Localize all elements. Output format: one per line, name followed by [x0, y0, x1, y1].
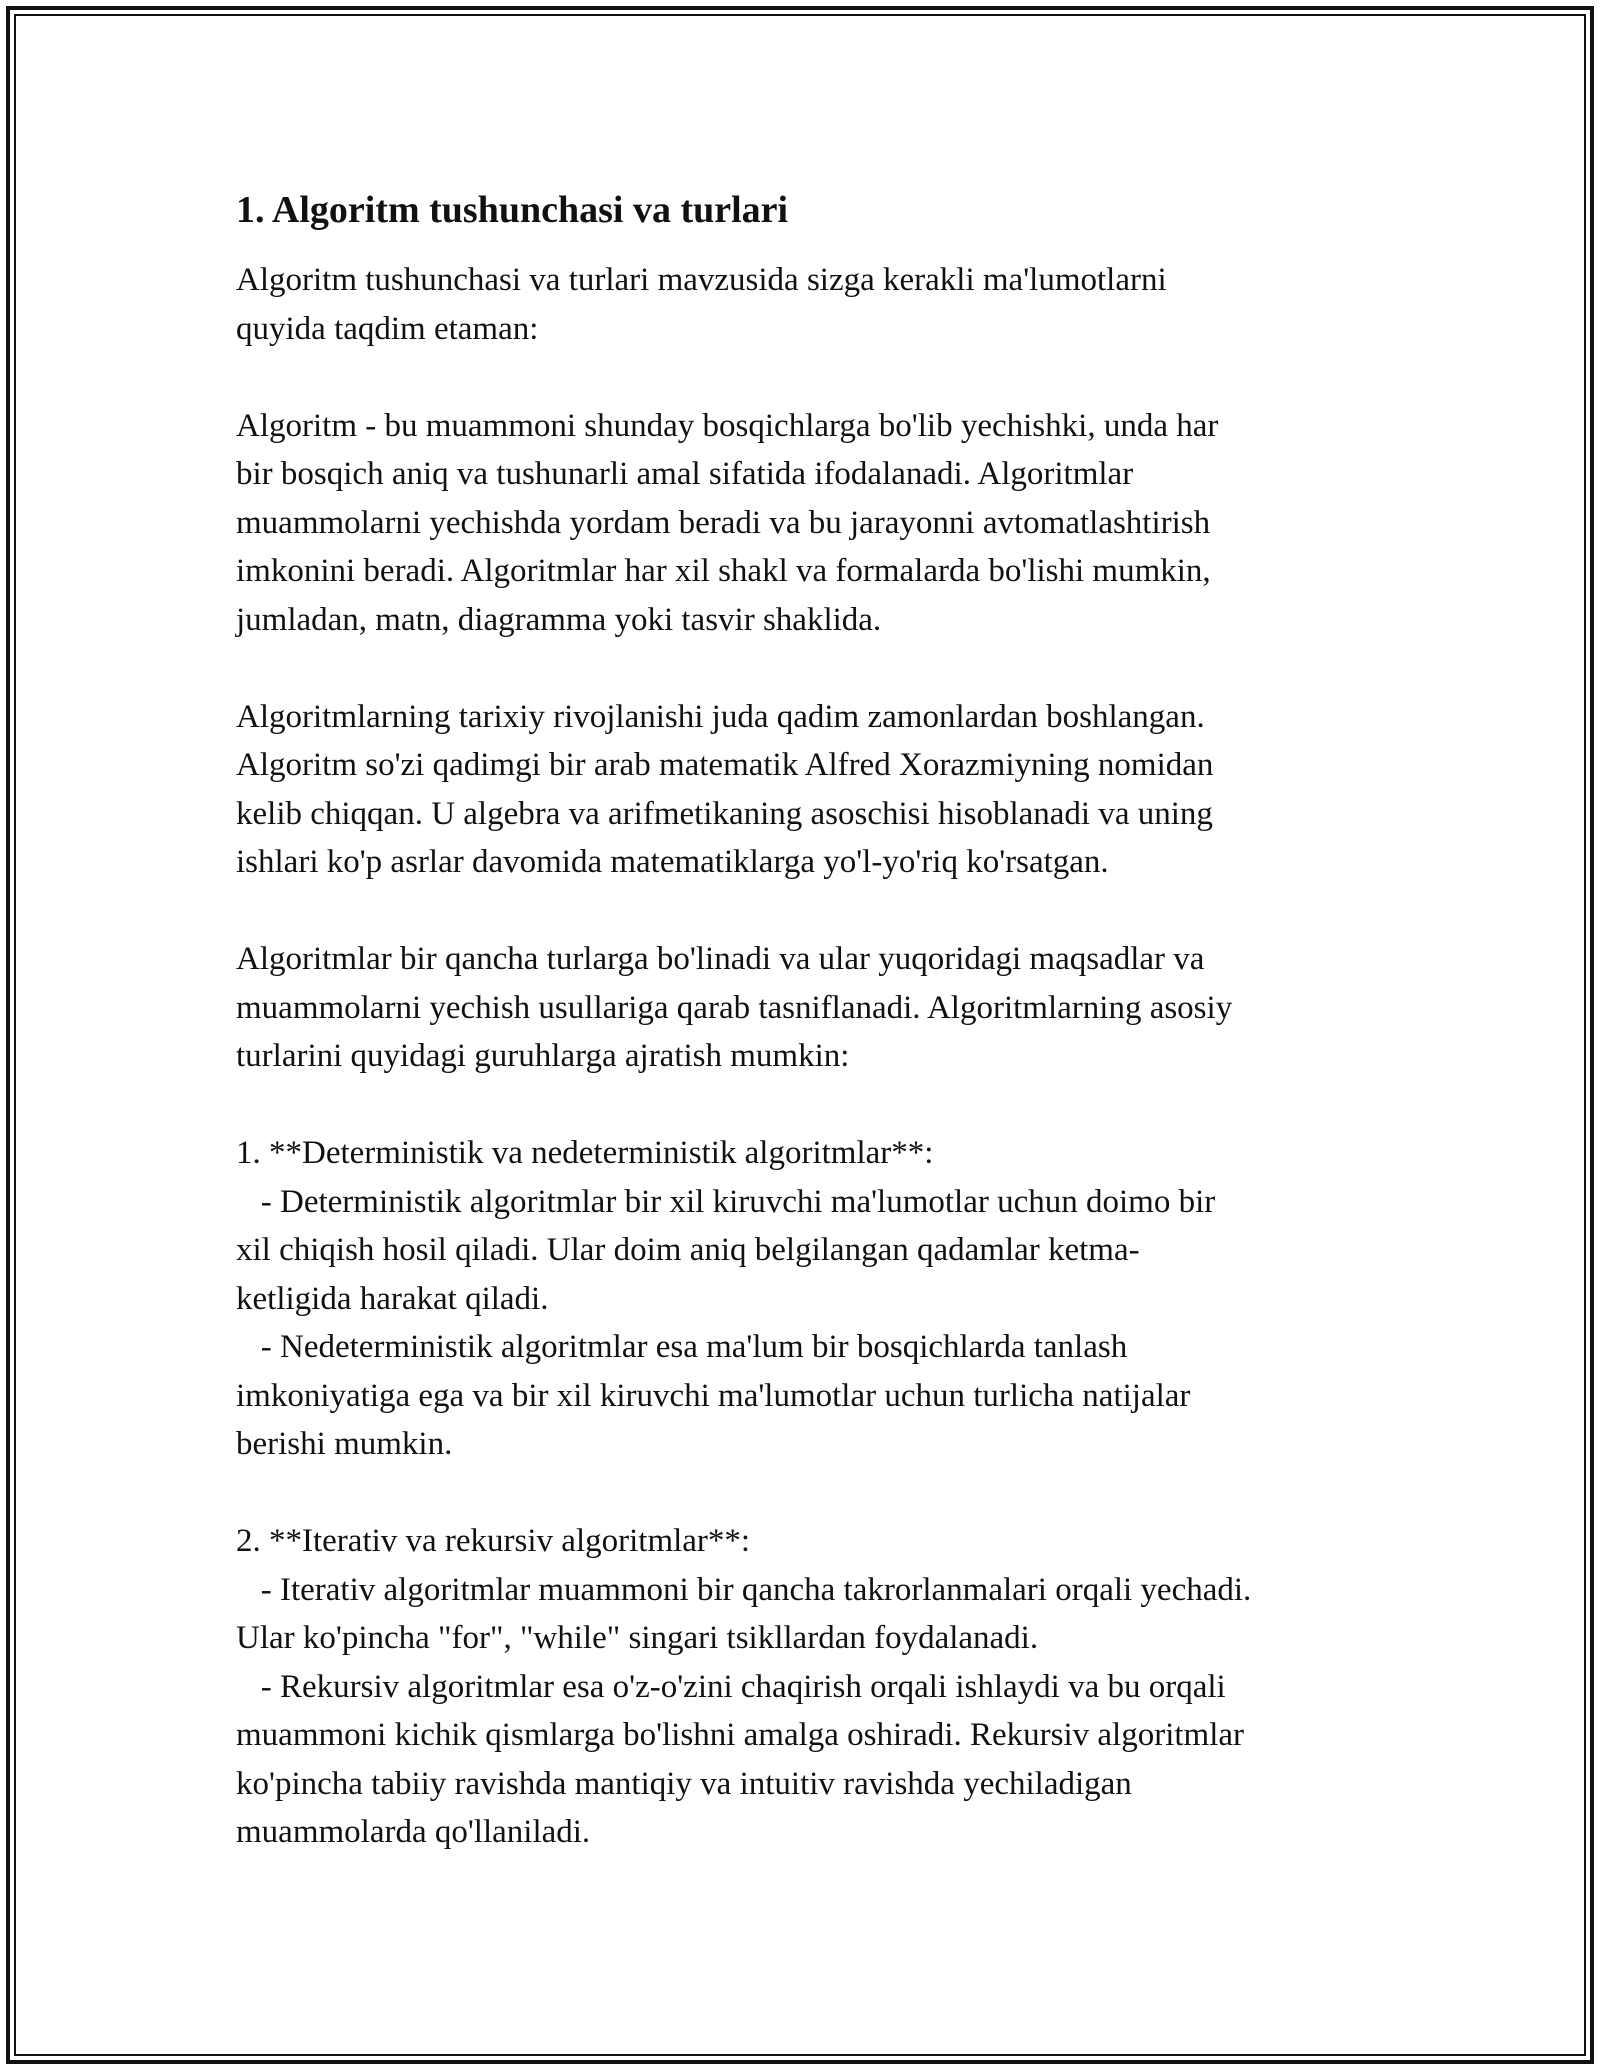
document-page [236, 186, 1386, 1857]
document-body: Algoritm tushunchasi va turlari mavzusida sizga kerakli ma'lumotlarni quyida taqdim etaman: Algoritm - bu muammoni shunday bosqichlarga bo'lib yechishki, unda har bir bosqich aniq va tushunarli amal sifatida ifodalanadi. Algoritmlar muammolarni yechishda yordam beradi va bu jarayonni avtomatlashtirish imkonini beradi. Algoritmlar har xil shakl va formalarda bo'lishi mumkin, jumladan, matn, diagramma yoki tasvir shaklida. Algoritmlarning tarixiy rivojlanishi juda qadim zamonlardan boshlangan. Algoritm so'zi qadimgi bir arab matematik Alfred Xorazmiyning nomidan kelib chiqqan. U algebra va arifmetikaning asoschisi hisoblanadi va uning ishlari ko'p asrlar davomida matematiklarga yo'l-yo'riq ko'rsatgan. Algoritmlar bir qancha turlarga bo'linadi va ular yuqoridagi maqsadlar va muammolarni yechish usullariga qarab tasniflanadi. Algoritmlarning asosiy turlarini quyidagi guruhlarga ajratish mumkin: 1. **Deterministik va nedeterministik algoritmlar**: - Deterministik algoritmlar bir xil kiruvchi ma'lumotlar uchun doimo bir xil chiqish hosil qiladi. Ular doim aniq belgilangan qadamlar ketma- ketligida harakat qiladi. - Nedeterministik algoritmlar esa ma'lum bir bosqichlarda tanlash imkoniyatiga ega va bir xil kiruvchi ma'lumotlar uchun turlicha natijalar berishi mumkin. 2. **Iterativ va rekursiv algoritmlar**: - Iterativ algoritmlar muammoni bir qancha takrorlanmalari orqali yechadi. Ular ko'pincha "for", "while" singari tsikllardan foydalanadi. - Rekursiv algoritmlar esa o'z-o'zini chaqirish orqali ishlaydi va bu orqali muammoni kichik qismlarga bo'lishni amalga oshiradi. Rekursiv algoritmlar ko'pincha tabiiy ravishda mantiqiy va intuitiv ravishda yechiladigan muammolarda qo'llaniladi. [236, 262, 1252, 1850]
section-heading: 1. Algoritm tushunchasi va turlari [236, 189, 789, 231]
